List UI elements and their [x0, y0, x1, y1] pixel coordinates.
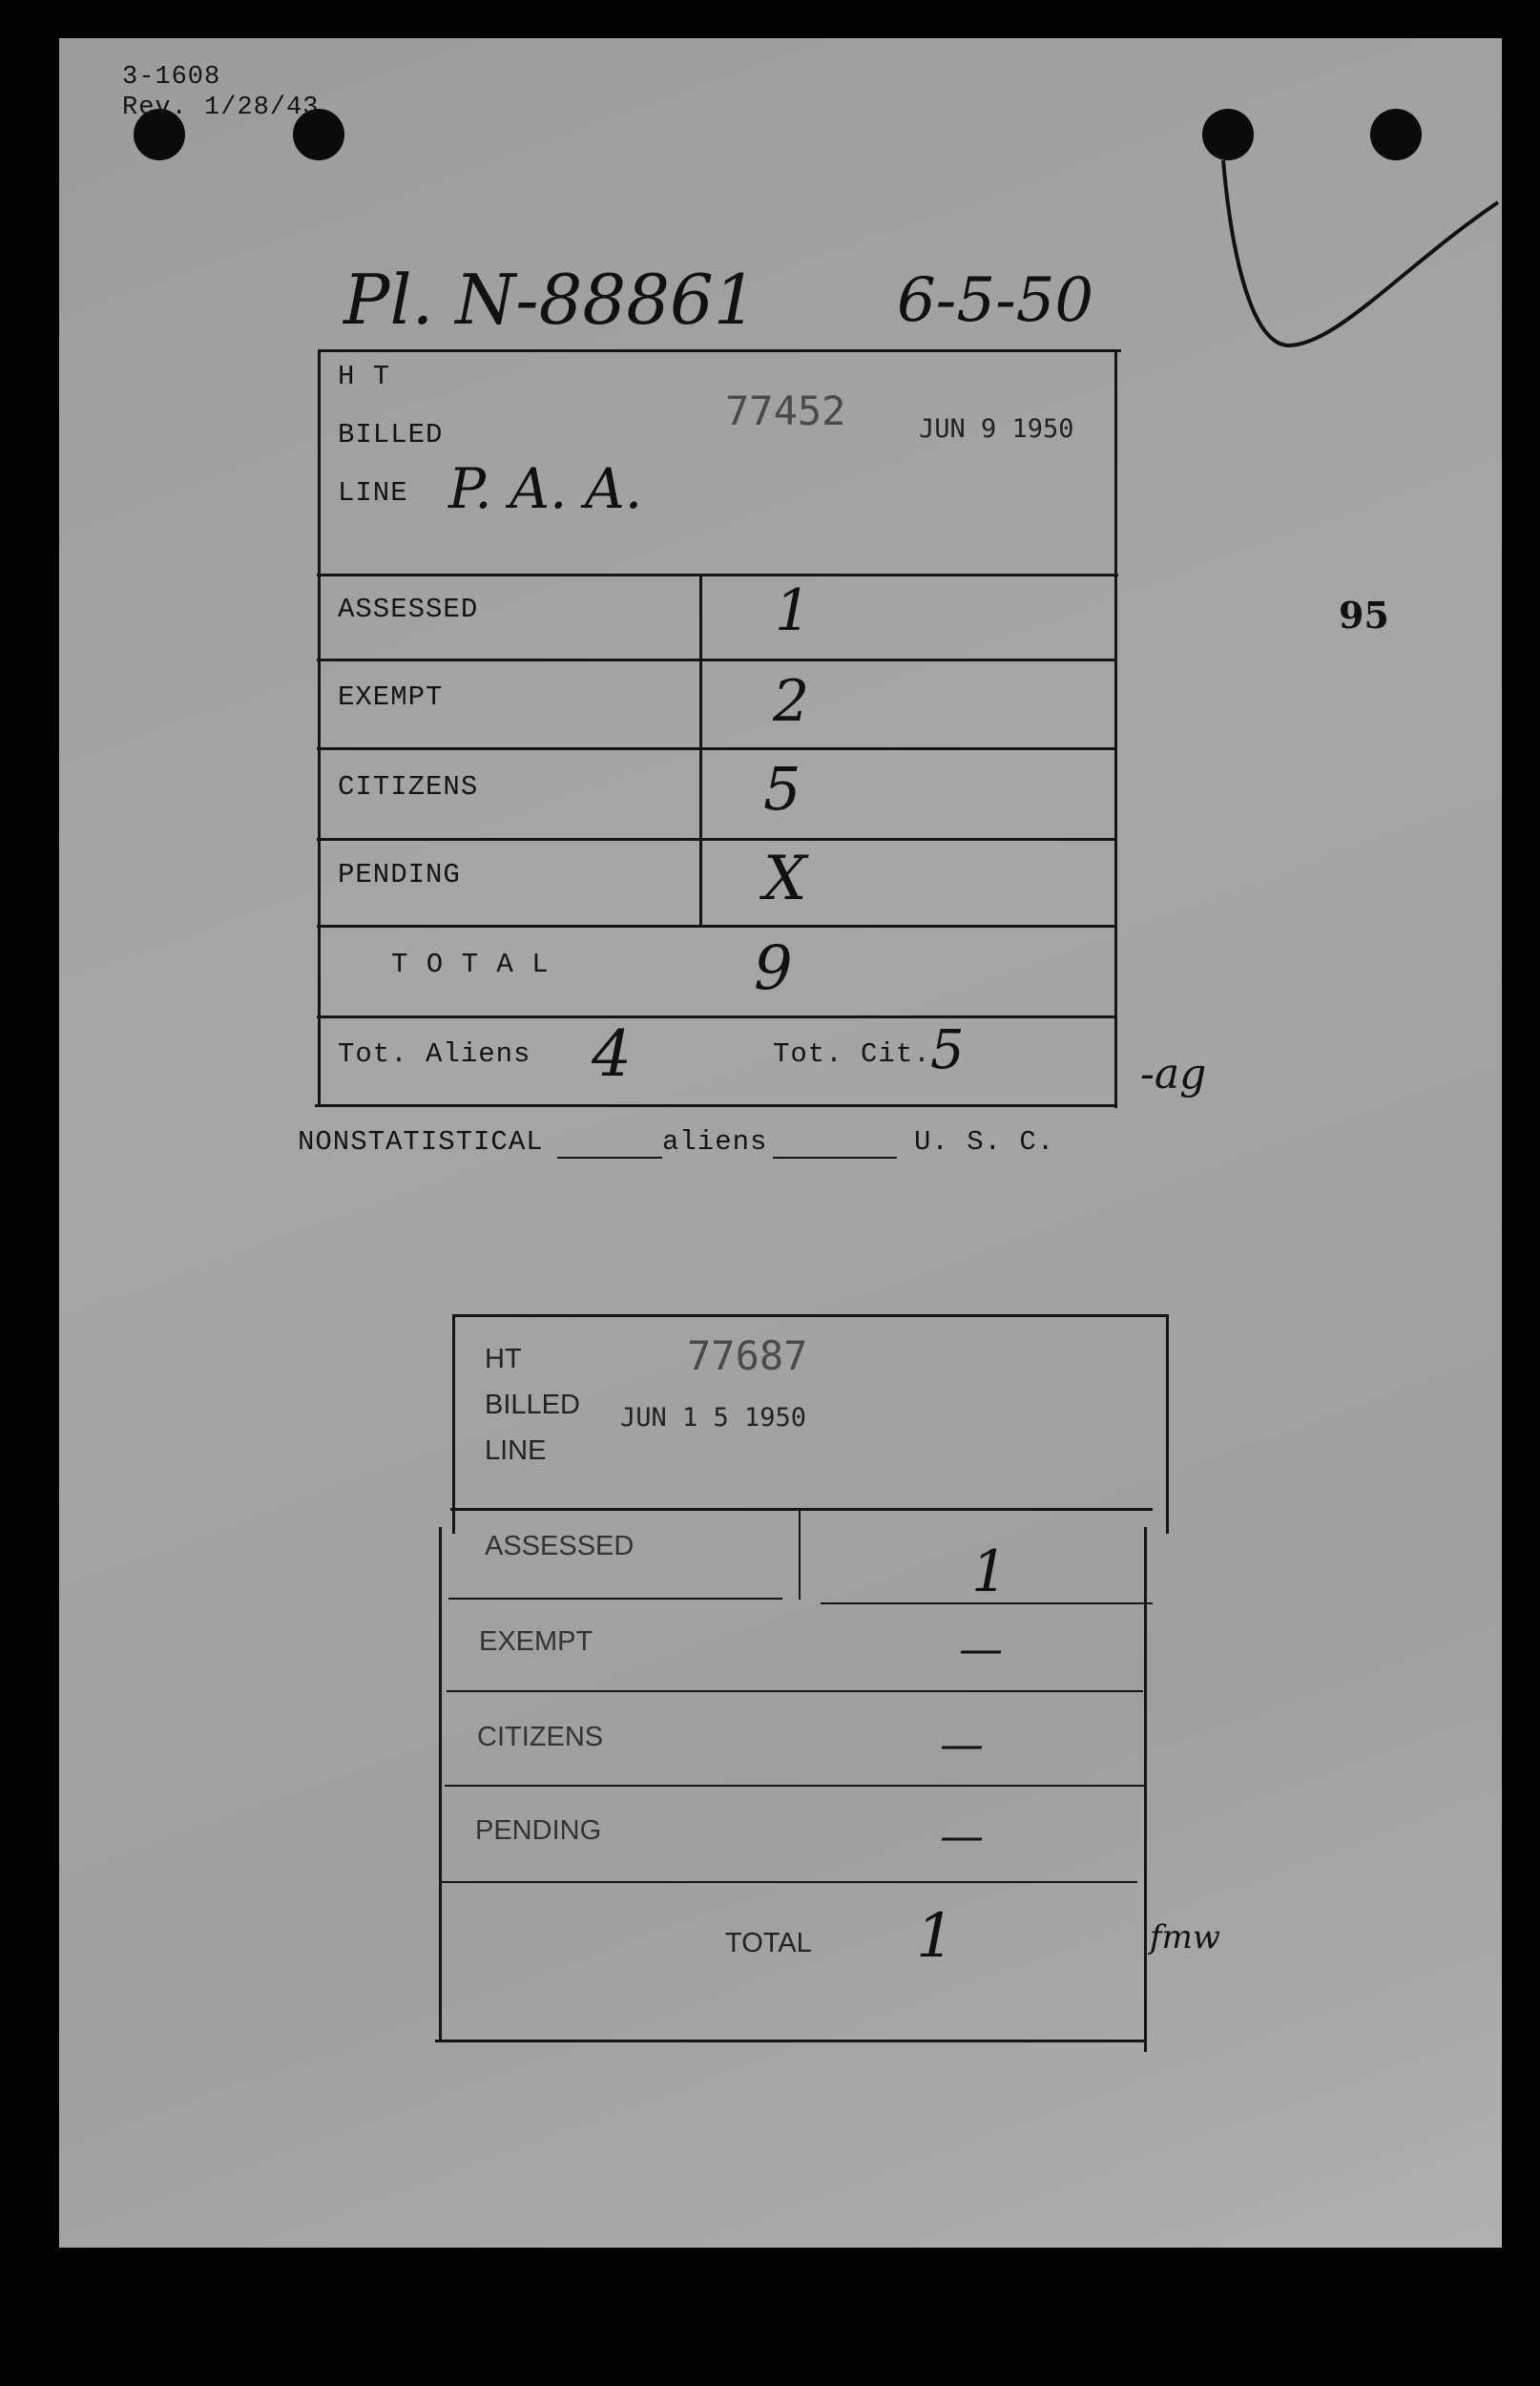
record-2-assessed-value: 1: [971, 1538, 1009, 1605]
form-revision: Rev. 1/28/43: [122, 94, 320, 122]
record-1-stamp-number: 77452: [725, 387, 846, 434]
record-1-tot-aliens-value: 4: [592, 1017, 632, 1091]
record-1-tot-cit-label: Tot. Cit.: [773, 1038, 931, 1070]
record-2-exempt-value: —: [959, 1622, 1003, 1674]
record-1-assessed-label: ASSESSED: [338, 594, 479, 625]
record-2-citizens-value: —: [940, 1718, 984, 1769]
nonstatistical-blank: [557, 1157, 662, 1159]
record-1-line-label: LINE: [338, 477, 408, 509]
record-1-line-value: P. A. A.: [448, 456, 643, 521]
record-2-stamp-date: JUN 1 5 1950: [620, 1403, 807, 1433]
record-1-tot-aliens-label: Tot. Aliens: [338, 1038, 531, 1070]
handwritten-reference: Pl. N-88861: [343, 260, 758, 340]
record-2-citizens-label: CITIZENS: [477, 1722, 604, 1752]
record-1-ht-label: H T: [338, 361, 391, 392]
record-2-line-label: LINE: [485, 1435, 547, 1466]
form-number: 3-1608: [122, 63, 221, 92]
record-1-pending-label: PENDING: [338, 859, 461, 890]
nonstatistical-aliens-blank: [773, 1157, 897, 1159]
record-1-total-label: T O T A L: [391, 949, 550, 980]
record-1-initials: -ag: [1140, 1050, 1207, 1099]
record-2-total-value: 1: [916, 1901, 955, 1972]
record-1-tot-cit-value: 5: [930, 1019, 965, 1081]
record-1-citizens-value: 5: [763, 754, 801, 824]
record-2-total-label: TOTAL: [725, 1928, 812, 1958]
record-1-billed-label: BILLED: [338, 419, 444, 450]
record-2-pending-label: PENDING: [475, 1815, 602, 1846]
record-1-stamp-date: JUN 9 1950: [919, 414, 1074, 444]
nonstatistical-label: NONSTATISTICAL: [298, 1126, 544, 1158]
record-1-citizens-label: CITIZENS: [338, 771, 479, 803]
record-2-ht-label: HT: [485, 1344, 522, 1374]
record-1-exempt-label: EXEMPT: [338, 681, 444, 713]
record-2-assessed-label: ASSESSED: [485, 1531, 635, 1561]
handwritten-date: 6-5-50: [897, 265, 1094, 336]
nonstatistical-aliens-label: aliens: [662, 1126, 768, 1158]
record-2-stamp-number: 77687: [687, 1332, 808, 1379]
nonstatistical-usc-label: U. S. C.: [914, 1126, 1055, 1158]
record-1-exempt-value: 2: [773, 668, 810, 735]
record-2-pending-value: —: [940, 1810, 984, 1861]
record-1-total-value: 9: [754, 933, 793, 1004]
record-2-initials: fmw: [1150, 1918, 1220, 1957]
page-number: 95: [1339, 594, 1389, 637]
record-1-pending-value: X: [763, 844, 807, 914]
record-2-exempt-label: EXEMPT: [479, 1626, 593, 1657]
record-2-billed-label: BILLED: [485, 1390, 580, 1420]
record-1-assessed-value: 1: [775, 577, 812, 644]
